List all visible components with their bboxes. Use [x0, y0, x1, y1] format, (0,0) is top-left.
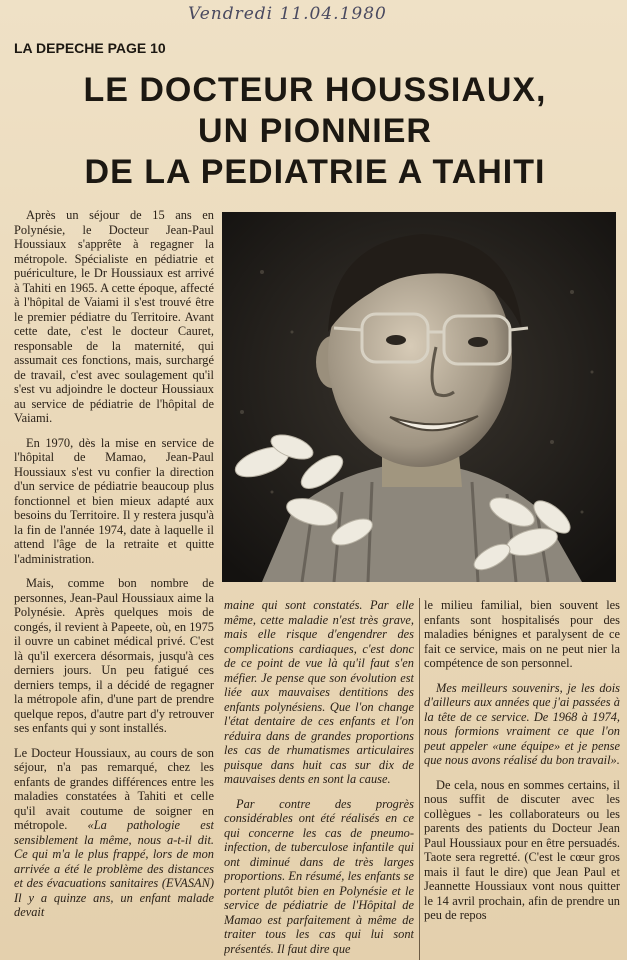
headline-line-1: LE DOCTEUR HOUSSIAUX, — [83, 71, 547, 109]
doctor-portrait-photo — [222, 212, 616, 582]
portrait-illustration — [222, 212, 616, 582]
handwritten-date: Vendredi 11.04.1980 — [188, 4, 387, 24]
column-divider — [419, 598, 420, 960]
article-quote: «La pathologie est sensiblement la même, nous a-t-il dit. Ce qui m'a le plus frappé, lors de mon arrivée a été le problème des distances et des évacuations sanitaires (EVASAN) Il y a quinze ans, un enfant malade devait — [14, 818, 214, 919]
article-paragraph: Après un séjour de 15 ans en Polynésie, le Docteur Jean-Paul Houssiaux s'apprête à regagner la métropole. Spécialiste en pédiatrie et puériculture, le Dr Houssiaux est arrivé à Tahiti en 1965. A cette époque, affecté à l'hôpital de Vaiami il s'est trouvé être le premier pédiatre du Territoire. Avant cette date, c'est le docteur Cauret, responsable de la maternité, qui assumait ces fonctions, mais, surchargé de travail, c'est avec soulagement qu'il s'est vu adjoindre le docteur Houssiaux au service de pédiatrie de l'hôpital de Vaiami. — [14, 208, 214, 425]
article-column-right — [424, 598, 620, 960]
article-paragraph: maine qui sont constatés. Par elle même, cette maladie n'est très grave, mais elle risque d'engendrer des complications cardiaques, c'est donc de ce point de vue là qu'il faut s'en méfier. Je pense que son évolution est liée aux mauvaises dentitions des enfants polynésiens. Que l'on change l'état dentaire de ces enfants et l'on réduira dans de grandes proportions les cas de rhumatismes articulaires puisque dans huit cas sur dix de mauvaises dents en sont la cause. — [224, 598, 414, 786]
article-headline — [20, 70, 610, 193]
newspaper-page-label: LA DEPECHE PAGE 10 — [14, 40, 166, 56]
article-paragraph: le milieu familial, bien souvent les enfants sont hospitalisés pour des maladies bénignes et paralysent de ce fait ce service, mais on ne peut nier la compétence de son personnel. — [424, 598, 620, 670]
article-paragraph: En 1970, dès la mise en service de l'hôpital de Mamao, Jean-Paul Houssiaux s'est vu confier la direction d'un service de pédiatrie beaucoup plus fonctionnel et bien mieux adapté aux besoins du Territoire. Il y restera jusqu'à la fin de l'année 1974, date à laquelle il attend l'âge de la retraite et quitte l'administration. — [14, 435, 214, 566]
article-paragraph: Mes meilleurs souvenirs, je les dois d'ailleurs aux années que j'ai passées à la tête de ce service. De 1968 à 1974, nous formions vraiment ce que l'on peut appeler «une équipe» et je pense que nous avons réalisé du bon travail». — [424, 680, 620, 767]
article-paragraph: De cela, nous en sommes certains, il nous suffit de discuter avec les collègues - les collaborateurs ou les parents des patients du Docteur Jean Paul Houssiaux pour en être persuadés. Taote sera regretté. (C'est le cœur gros mais il faut le dire) que Jean Paul et Jeannette Houssiaux vont nous quitter le 14 avril prochain, afin de prendre un peu de repos — [424, 777, 620, 922]
article-column-left — [14, 208, 214, 960]
headline-line-2: UN PIONNIER — [198, 112, 432, 150]
article-text: Le Docteur Houssiaux, au cours de son séjour, n'a pas remarqué, chez les enfants de grandes différences entre les maladies constatées à Tahiti et celle qu'il avait coutume de soigner en métropole. — [14, 745, 214, 832]
article-paragraph — [14, 746, 214, 920]
article-paragraph: Mais, comme bon nombre de personnes, Jean-Paul Houssiaux aime la Polynésie. Après quelques mois de congés, il revient à Papeete, où, en 1975 il ouvre un cabinet médical privé. C'est là qu'il exercera désormais, jusqu'à ces derniers jours. Un peu fatigué ces derniers temps, il a décidé de regagner la métropole afin, d'une part de prendre quelque repos, d'autre part d'y retrouver ses enfants qui y sont installés. — [14, 576, 214, 735]
article-paragraph: Par contre des progrès considérables ont été réalisés en ce qui concerne les cas de pneumo-infection, de tuberculose infantile qui ont diminué dans de très larges proportions. En résumé, les enfants se portent plutôt bien en Polynésie et le service de pédiatrie de l'Hôpital de Mamao est parfaitement à même de traiter tous les cas qui lui sont présentés. Il faut dire que — [224, 796, 414, 956]
headline-line-3: DE LA PEDIATRIE A TAHITI — [84, 153, 546, 191]
article-column-middle — [224, 598, 414, 960]
